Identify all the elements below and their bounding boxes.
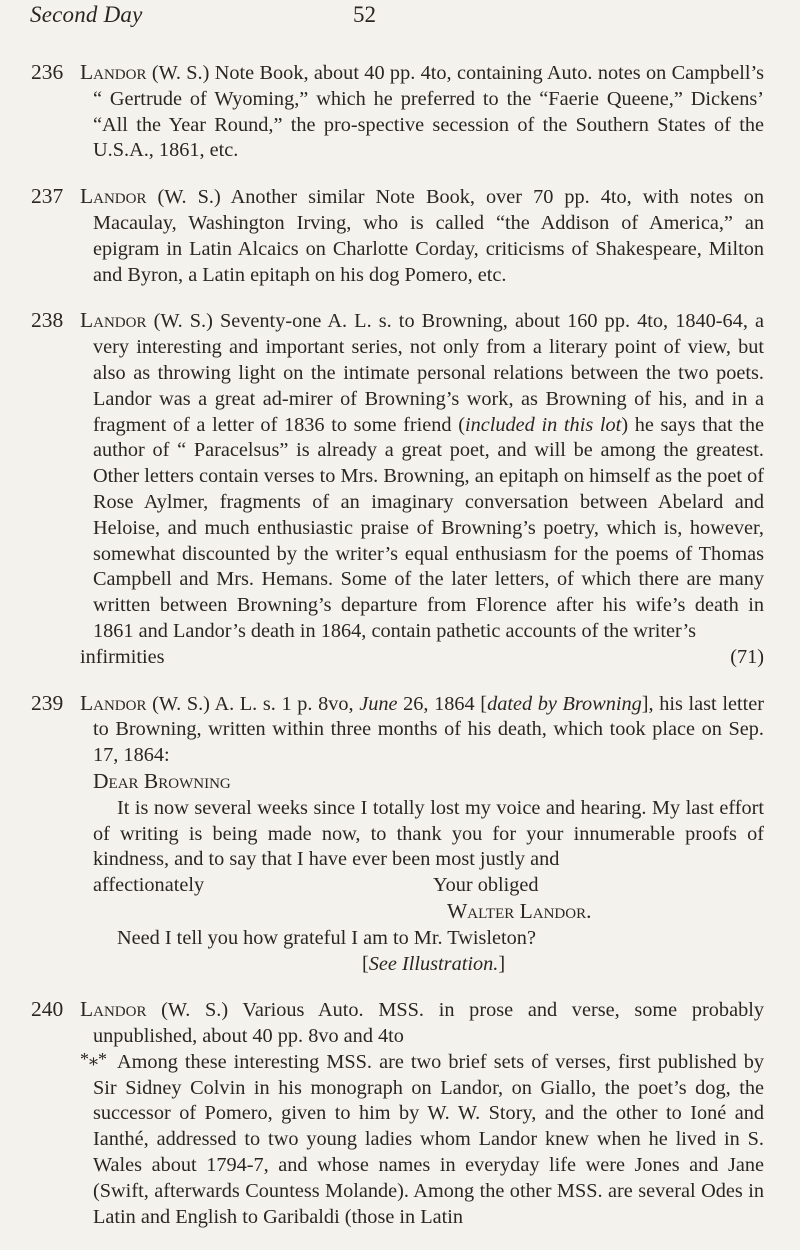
lot-number: 240 [31, 997, 64, 1022]
catalogue-page [0, 60, 800, 1250]
letter-postscript: Need I tell you how grateful I am to Mr. Twisleton? [117, 926, 536, 949]
lot-date-italic: June [359, 692, 398, 715]
lot-text: (W. S.) Various Auto. MSS. in prose and verse, some probably unpublished, about 40 pp. 8vo and 4to [93, 999, 764, 1048]
closing-right: Your obliged [433, 874, 539, 897]
lot-description [0, 60, 800, 164]
lot-text: ) he says that the author of “ Paracelsus” is already a great poet, and will be among the greatest. Other letters contain verses to Mrs. Browning, an epitaph on himself as the poet of Rose Aylmer, fragments of an imaginary conversation between Abelard and Heloise, and much enthusiastic praise of Browning’s poetry, which is, however, somewhat discounted by the writer’s equal enthusiasm for the poems of Thomas Campbell and Mrs. Hemans. Some of the later letters, of which there are many written between Browning’s departure from Florence after his wife’s death in 1861 and Landor’s death in 1864, contain pathetic accounts of the writer’s [93, 413, 764, 642]
note-text: Among these interesting MSS. are two brief sets of verses, first published by Sir Sidney Colvin in his monograph on Landor, on Giallo, the poet’s dog, the successor of Pomero, given to him by W. W. Story, and the other to Ioné and Ianthé, addressed to two young ladies whom Landor knew when he lived in S. Wales about 1794-7, and whose names in everyday life were Jones and Jane (Swift, afterwards Countess Molande). Among the other MSS. are several Odes in Latin and English to Garibaldi (those in Latin [93, 1050, 764, 1228]
lot-number: 238 [31, 308, 64, 333]
lot-number: 236 [31, 60, 64, 84]
running-head: Second Day [30, 2, 143, 27]
lot-text: (W. S.) Seventy-one A. L. s. to Browning, about 160 pp. 4to, 1840-64, a very interesting and important series, not only from a literary point of view, but also as throwing light on the intimate personal relations between the two poets. Landor was a great ad-mirer of Browning’s work, as Browning of his, and in a fragment of a letter of 1836 to some friend ( [93, 310, 764, 436]
author-name: Landor [80, 184, 147, 209]
lot-price: (71) [730, 645, 764, 668]
lot-number: 237 [31, 184, 64, 209]
closing-left: affectionately [93, 874, 205, 897]
lot-description [0, 184, 800, 288]
lot-number: 239 [31, 690, 64, 715]
lot-text: ], his last letter to Browning, written within three months of his death, which took place on Sep. 17, 1864: [93, 692, 764, 767]
author-name: Landor [80, 690, 147, 715]
letter-salutation: Dear Browning [93, 768, 231, 793]
price-row [0, 645, 800, 671]
author-name: Landor [80, 997, 147, 1022]
letter-closing [0, 873, 800, 899]
lot-description [0, 691, 800, 769]
lot-dated-italic: dated by Browning [487, 692, 642, 715]
lot-text: (W. S.) A. L. s. 1 p. 8vo, [146, 692, 360, 715]
lot-entry-238 [0, 308, 800, 670]
lot-description [0, 308, 800, 644]
lot-entry-236 [0, 60, 800, 164]
letter-body: It is now several weeks since I totally lost my voice and hearing. My last effort of writing is being made now, to thank you for your innumerable proofs of kindness, and to say that I have ever been most justly and [93, 796, 764, 871]
lot-text: (W. S.) Note Book, about 40 pp. 4to, containing Auto. notes on Campbell’s “ Gertrude of Wyoming,” which he preferred to the “Faerie Queene,” Dickens’ “All the Year Round,” the pro-spective secession of the Southern States of the U.S.A., 1861, etc. [93, 62, 764, 162]
author-name: Landor [80, 60, 147, 84]
lot-note [0, 1050, 800, 1231]
note-asterism: *⁎* [80, 1048, 107, 1069]
lot-entry-240 [0, 997, 800, 1230]
lot-text-italic: included in this lot [464, 413, 622, 436]
lot-entry-237 [0, 184, 800, 288]
lot-entry-239 [0, 691, 800, 978]
page-number: 52 [353, 2, 376, 27]
lot-text: (W. S.) Another similar Note Book, over 70 pp. 4to, with notes on Macaulay, Washington Irving, who is called “the Addison of America,” an epigram in Latin Alcaics on Charlotte Corday, criticisms of Shakespeare, Milton and Byron, a Latin epitaph on his dog Pomero, etc. [93, 186, 764, 286]
lot-text: 26, 1864 [ [397, 692, 488, 715]
page-header [0, 2, 800, 42]
lot-description [0, 997, 800, 1050]
illustration-note: [See Illustration.] [362, 952, 506, 975]
letter-signature: Walter Landor. [447, 898, 592, 923]
author-name: Landor [80, 308, 147, 333]
lot-text-end: infirmities [80, 645, 165, 668]
